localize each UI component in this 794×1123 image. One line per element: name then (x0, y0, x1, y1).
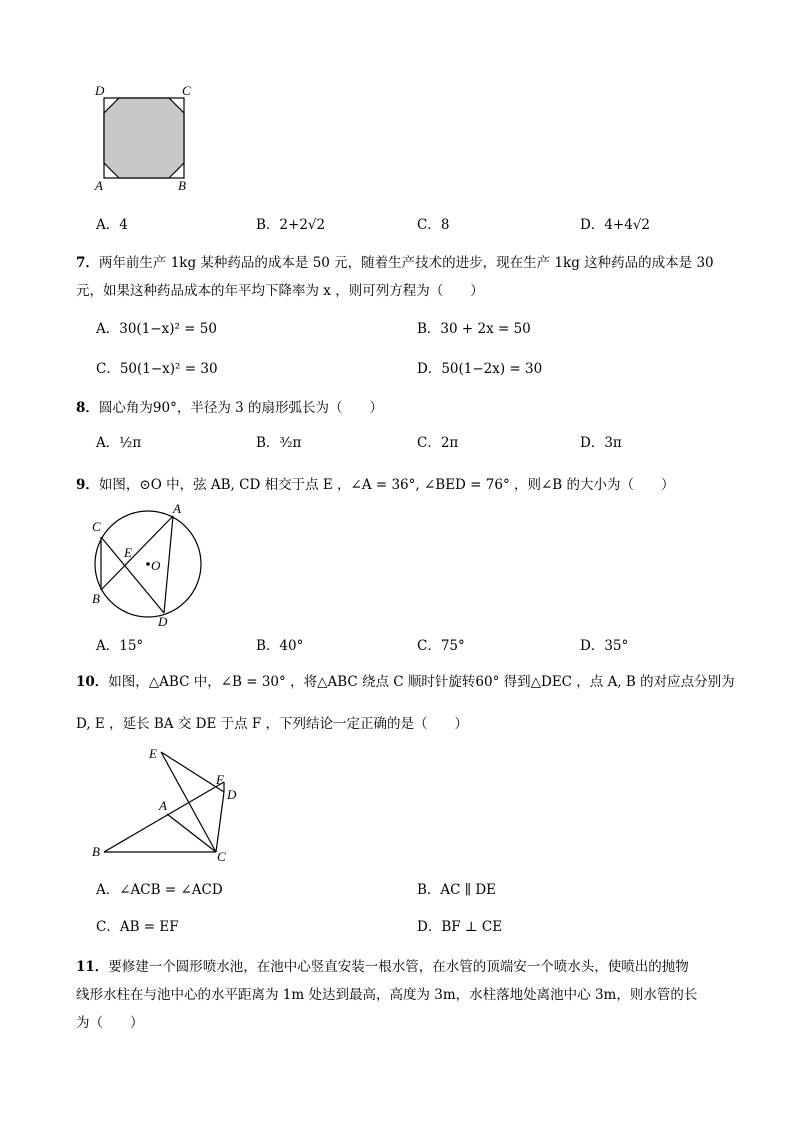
q10-number: 10． (76, 674, 109, 690)
q9-label-c: C (92, 519, 101, 534)
q7-option-d: D．50(1−2x) = 30 (417, 361, 543, 377)
q11-line2: 线形水柱在与池中心的水平距离为 1m 处达到最高，高度为 3m，水柱落地处离池中心 3m，则水管的长 (76, 987, 698, 1003)
q9-figure (88, 500, 208, 630)
q6-label-a: A (95, 178, 103, 193)
q10-option-a: A．∠ACB = ∠ACD (96, 882, 223, 898)
q10-label-d: D (227, 787, 237, 802)
q8-option-d: D．3π (580, 435, 622, 451)
q10-line1 (76, 670, 735, 690)
q7-option-c: C．50(1−x)² = 30 (96, 361, 218, 377)
q10-label-c: C (217, 849, 226, 864)
q10-label-a: A (159, 798, 167, 813)
q10-option-b: B．AC ∥ DE (417, 882, 496, 898)
q7-option-b: B．30 + 2x = 50 (417, 321, 531, 337)
q10-label-b: B (92, 844, 100, 859)
q10-line2: D, E ，延长 BA 交 DE 于点 F ，下列结论一定正确的是（ ） (76, 716, 469, 732)
q7-number: 7． (76, 255, 99, 271)
q11-line1 (76, 955, 689, 975)
q9-option-d: D．35° (580, 638, 629, 654)
q9-line (76, 473, 675, 493)
q9-label-b: B (92, 591, 100, 606)
q11-text1: 要修建一个圆形喷水池，在池中心竖直安装一根水管，在水管的顶端安一个喷水头，使喷出的抛物 (108, 959, 689, 975)
q8-option-b: B．³⁄₂π (256, 435, 302, 451)
q6-label-d: D (95, 83, 105, 98)
q11-number: 11． (76, 959, 109, 975)
q6-label-c: C (182, 83, 191, 98)
q9-option-a: A．15° (96, 638, 144, 654)
q9-label-d: D (158, 614, 168, 629)
q6-option-c: C．8 (417, 217, 450, 233)
q9-label-a: A (173, 501, 181, 516)
q8-option-c: C．2π (417, 435, 459, 451)
q6-option-d: D．4+4√2 (580, 217, 651, 233)
q9-option-b: B．40° (256, 638, 304, 654)
q10-option-d: D．BF ⊥ CE (417, 919, 503, 935)
q7-text1: 两年前生产 1kg 某种药品的成本是 50 元，随着生产技术的进步，现在生产 1kg 这种药品的成本是 30 (98, 255, 714, 271)
q10-label-f: F (216, 772, 224, 787)
q7-line2: 元，如果这种药品成本的年平均下降率为 x ，则可列方程为（ ） (76, 283, 484, 299)
q7-option-a: A．30(1−x)² = 50 (96, 321, 217, 337)
q7-line1 (76, 251, 714, 271)
q6-option-a: A．4 (96, 217, 128, 233)
q9-number: 9． (76, 477, 99, 493)
q6-figure (90, 82, 200, 194)
q8-option-a: A．½π (96, 435, 142, 451)
q9-label-o: O (151, 558, 161, 573)
q10-figure (88, 740, 248, 864)
q8-text: 圆心角为90°，半径为 3 的扇形弧长为（ ） (98, 400, 384, 416)
q9-text: 如图，⊙O 中，弦 AB, CD 相交于点 E ，∠A = 36°, ∠BED = 76° ，则∠B 的大小为（ ） (98, 477, 675, 493)
q6-label-b: B (178, 178, 186, 193)
q11-line3: 为（ ） (76, 1015, 144, 1031)
q10-label-e: E (149, 746, 157, 761)
q8-line (76, 396, 383, 416)
q9-option-c: C．75° (417, 638, 465, 654)
q8-number: 8． (76, 400, 99, 416)
q10-option-c: C．AB = EF (96, 919, 179, 935)
q9-label-e: E (124, 545, 132, 560)
q6-option-b: B．2+2√2 (256, 217, 326, 233)
q10-text1: 如图，△ABC 中，∠B = 30° ，将△ABC 绕点 C 顺时针旋转60° 得到△DEC ，点 A, B 的对应点分别为 (108, 674, 735, 690)
